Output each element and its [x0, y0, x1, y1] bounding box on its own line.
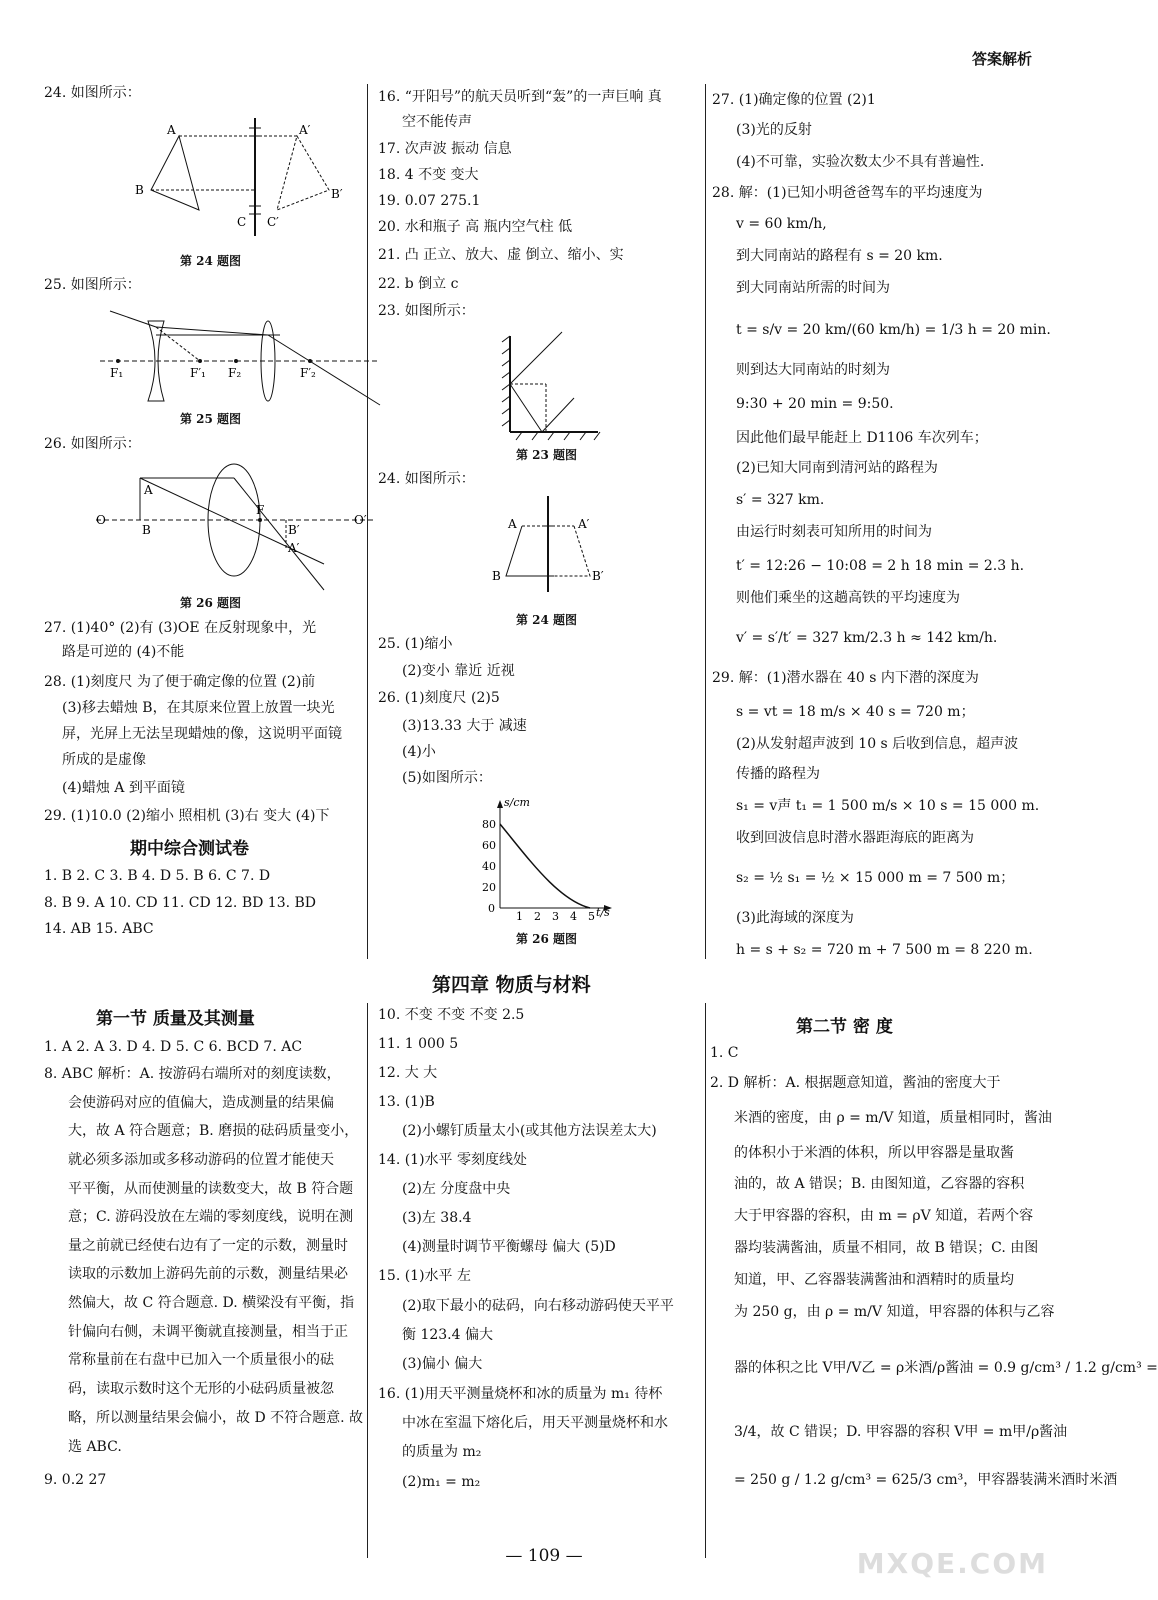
y-tick: 0 [488, 902, 495, 915]
label-O: O [96, 513, 106, 527]
sec2-line: 2. D 解析：A. 根据题意知道，酱油的密度大于 [710, 1075, 1001, 1091]
sec1-line: 量之前就已经使右边有了一定的示数，测量时 [68, 1238, 348, 1254]
q16-line: (2)m₁ = m₂ [402, 1474, 481, 1490]
sec1-line: 1. A 2. A 3. D 4. D 5. C 6. BCD 7. AC [44, 1039, 303, 1055]
label-A: A [144, 483, 153, 497]
q18-line: 18. 4 不变 变大 [378, 167, 479, 183]
q28-line: t′ = 12:26 − 10:08 = 2 h 18 min = 2.3 h. [736, 558, 1025, 574]
q24-line: 24. 如图所示： [378, 471, 475, 487]
q26-line: (4)小 [402, 744, 436, 760]
q28-line: 28. (1)刻度尺 为了便于确定像的位置 (2)前 [44, 674, 316, 690]
label-B: B [492, 569, 501, 583]
x-tick: 1 [516, 910, 523, 923]
sec1-line: 码，读取示数时这个无形的小砝码质量被忽 [68, 1381, 334, 1397]
question-26: 26. 如图所示： [44, 436, 141, 452]
sec1-line: 略，所以测量结果会偏小，故 D 不符合题意. 故 [68, 1410, 364, 1426]
midterm-title: 期中综合测试卷 [130, 839, 249, 859]
graph-ylabel: s/cm [504, 796, 530, 809]
label-B: B [142, 523, 151, 537]
label-A: A [167, 123, 176, 137]
caption-24b: 第 24 题图 [516, 613, 578, 627]
watermark-logo: MXQE.COM [856, 1547, 1048, 1580]
q16-line: 16. “开阳号”的航天员听到“轰”的一声巨响 真 [378, 89, 662, 105]
q22-line: 22. b 倒立 c [378, 276, 459, 292]
figure-23 [502, 328, 602, 440]
q26-line: (5)如图所示： [402, 770, 492, 786]
sec1-line: 平平衡，从而使测量的读数变大，故 B 符合题 [68, 1181, 354, 1197]
sec1-line: 读取的示数加上游码先前的示数，测量结果必 [68, 1266, 348, 1282]
q27-line: (3)光的反射 [736, 122, 812, 138]
sec2-line: 的体积小于米酒的体积，所以甲容器是量取酱 [734, 1145, 1014, 1161]
q12-line: 12. 大 大 [378, 1065, 438, 1081]
sec1-line: 8. ABC 解析：A. 按游码右端所对的刻度读数， [44, 1066, 341, 1082]
q13-line: (2)小螺钉质量太小(或其他方法误差太大) [402, 1123, 657, 1139]
label-B-prime: B′ [592, 569, 604, 583]
midterm-line: 14. AB 15. ABC [44, 921, 154, 937]
q16-line: 16. (1)用天平测量烧杯和冰的质量为 m₁ 待杯 [378, 1386, 663, 1402]
q29-line: s₂ = ½ s₁ = ½ × 15 000 m = 7 500 m； [736, 870, 1015, 886]
q10-line: 10. 不变 不变 不变 2.5 [378, 1007, 525, 1023]
q28-line: (3)移去蜡烛 B，在其原来位置上放置一块光 [62, 700, 335, 716]
page-number: — 109 — [505, 1546, 583, 1566]
section-1-title: 第一节 质量及其测量 [96, 1009, 255, 1029]
q17-line: 17. 次声波 振动 信息 [378, 141, 512, 157]
label-F2-prime: F′₂ [300, 366, 316, 380]
q27-line: 27. (1)确定像的位置 (2)1 [712, 92, 876, 108]
column-divider [367, 1003, 368, 1558]
q14-line: (4)测量时调节平衡螺母 偏大 (5)D [402, 1239, 616, 1255]
q27-line: 路是可逆的 (4)不能 [62, 644, 185, 660]
q15-line: 15. (1)水平 左 [378, 1268, 471, 1284]
q28-line: 则到达大同南站的时刻为 [736, 362, 890, 378]
label-B-prime: B′ [288, 523, 300, 537]
q29-line: s = vt = 18 m/s × 40 s = 720 m； [736, 704, 975, 720]
y-tick: 20 [482, 881, 496, 894]
sec2-line: 为 250 g，由 ρ = m/V 知道，甲容器的体积与乙容 [734, 1304, 1055, 1320]
sec2-line: 米酒的密度，由 ρ = m/V 知道，质量相同时，酱油 [734, 1110, 1052, 1126]
sec1-line: 然偏大，故 C 符合题意. D. 横梁没有平衡，指 [68, 1295, 355, 1311]
q14-line: (2)左 分度盘中央 [402, 1181, 511, 1197]
sec1-line: 大，故 A 符合题意；B. 磨损的砝码质量变小， [68, 1123, 359, 1139]
q28-line: 由运行时刻表可知所用的时间为 [736, 524, 932, 540]
midterm-line: 1. B 2. C 3. B 4. D 5. B 6. C 7. D [44, 868, 271, 884]
q28-line: 因此他们最早能赶上 D1106 车次列车； [736, 430, 988, 446]
label-A-prime: A′ [578, 517, 590, 531]
column-divider [705, 84, 706, 959]
q28-line: v = 60 km/h, [736, 216, 827, 232]
q28-line: 9:30 + 20 min = 9:50. [736, 396, 894, 412]
section-2-title: 第二节 密 度 [796, 1017, 893, 1037]
q15-line: (3)偏小 偏大 [402, 1356, 483, 1372]
midterm-line: 8. B 9. A 10. CD 11. CD 12. BD 13. BD [44, 895, 317, 911]
x-tick: 2 [534, 910, 541, 923]
q28-line: 则他们乘坐的这趟高铁的平均速度为 [736, 590, 960, 606]
q28-line: 到大同南站的路程有 s = 20 km. [736, 248, 943, 264]
y-tick: 40 [482, 860, 496, 873]
chapter-title: 第四章 物质与材料 [432, 974, 591, 996]
q21-line: 21. 凸 正立、放大、虚 倒立、缩小、实 [378, 247, 624, 263]
q29-line: 传播的路程为 [736, 766, 820, 782]
q28-line: (2)已知大同南到清河站的路程为 [736, 460, 938, 476]
q16-line: 空不能传声 [402, 114, 472, 130]
q25-line: (2)变小 靠近 近视 [402, 663, 515, 679]
q28-line: 屏，光屏上无法呈现蜡烛的像，这说明平面镜 [62, 726, 342, 742]
label-F1: F₁ [110, 366, 124, 380]
q27-line: 27. (1)40° (2)有 (3)OE 在反射现象中，光 [44, 620, 317, 636]
q28-line: t = s/v = 20 km/(60 km/h) = 1/3 h = 20 min. [736, 322, 1051, 338]
figure-24b [488, 496, 608, 596]
sec2-line: 1. C [710, 1045, 739, 1061]
label-B: B [135, 183, 144, 197]
graph-xlabel: t/s [596, 906, 610, 919]
label-O-prime: O′ [354, 513, 367, 527]
figure-26b-graph [468, 796, 618, 921]
q16-line: 的质量为 m₂ [402, 1444, 482, 1460]
header-right: 答案解析 [971, 50, 1032, 68]
q11-line: 11. 1 000 5 [378, 1036, 459, 1052]
label-F2: F₂ [228, 366, 242, 380]
sec2-line: 器均装满酱油，质量不相同，故 B 错误；C. 由图 [734, 1240, 1039, 1256]
q25-line: 25. (1)缩小 [378, 636, 453, 652]
x-tick: 5 [588, 910, 595, 923]
sec2-line: 油的，故 A 错误；B. 由图知道，乙容器的容积 [734, 1176, 1025, 1192]
sec2-line: 大于甲容器的容积，由 m = ρV 知道，若两个容 [734, 1208, 1034, 1224]
caption-25: 第 25 题图 [180, 412, 242, 426]
sec1-line: 会使游码对应的值偏大，造成测量的结果偏 [68, 1095, 334, 1111]
q29-line: s₁ = v声 t₁ = 1 500 m/s × 10 s = 15 000 m. [736, 798, 1040, 814]
label-A-prime: A′ [288, 541, 300, 555]
q13-line: 13. (1)B [378, 1094, 435, 1110]
sec1-line: 就必须多添加或多移动游码的位置才能使天 [68, 1152, 334, 1168]
sec2-line: 器的体积之比 V甲/V乙 = ρ米酒/ρ酱油 = 0.9 g/cm³ / 1.2 g/cm³ = [734, 1360, 1158, 1376]
caption-24a: 第 24 题图 [180, 254, 242, 268]
figure-24a [129, 118, 349, 238]
sec2-line: = 250 g / 1.2 g/cm³ = 625/3 cm³，甲容器装满米酒时米酒 [734, 1472, 1118, 1488]
sec2-line: 3/4，故 C 错误；D. 甲容器的容积 V甲 = m甲/ρ酱油 [734, 1424, 1068, 1440]
q20-line: 20. 水和瓶子 高 瓶内空气柱 低 [378, 219, 573, 235]
y-tick: 80 [482, 818, 496, 831]
q26-line: (3)13.33 大于 减速 [402, 718, 527, 734]
q28-line: v′ = s′/t′ = 327 km/2.3 h ≈ 142 km/h. [736, 630, 998, 646]
question-25: 25. 如图所示： [44, 277, 141, 293]
q29-line: (2)从发射超声波到 10 s 后收到信息，超声波 [736, 736, 1019, 752]
caption-26a: 第 26 题图 [180, 596, 242, 610]
q29-line: 29. (1)10.0 (2)缩小 照相机 (3)右 变大 (4)下 [44, 808, 330, 824]
q26-line: 26. (1)刻度尺 (2)5 [378, 690, 500, 706]
sec1-line: 常称量前在右盘中已加入一个质量很小的砝 [68, 1352, 334, 1368]
q28-line: 到大同南站所需的时间为 [736, 280, 890, 296]
label-A: A [508, 517, 517, 531]
q29-line: (3)此海域的深度为 [736, 910, 854, 926]
label-C-prime: C′ [267, 215, 279, 229]
q28-line: (4)蜡烛 A 到平面镜 [62, 780, 185, 796]
label-A-prime: A′ [299, 123, 311, 137]
figure-26a [96, 464, 386, 589]
q15-line: 衡 123.4 偏大 [402, 1327, 493, 1343]
sec2-line: 知道，甲、乙容器装满酱油和酒精时的质量均 [734, 1272, 1014, 1288]
label-F: F [256, 503, 265, 517]
q23-line: 23. 如图所示： [378, 303, 475, 319]
sec1-line: 意；C. 游码没放在左端的零刻度线，说明在测 [68, 1209, 354, 1225]
sec1-line: 针偏向右侧，未调平衡就直接测量，相当于正 [68, 1324, 348, 1340]
q14-line: (3)左 38.4 [402, 1210, 472, 1226]
q29-line: h = s + s₂ = 720 m + 7 500 m = 8 220 m. [736, 942, 1033, 958]
caption-26b: 第 26 题图 [516, 932, 578, 946]
caption-23: 第 23 题图 [516, 448, 578, 462]
q27-line: (4)不可靠，实验次数太少不具有普遍性. [736, 154, 985, 170]
x-tick: 4 [570, 910, 577, 923]
label-F1-prime: F′₁ [190, 366, 206, 380]
x-tick: 3 [552, 910, 559, 923]
q28-line: s′ = 327 km. [736, 492, 825, 508]
sec1-line: 9. 0.2 27 [44, 1472, 107, 1488]
q28-line: 所成的是虚像 [62, 752, 146, 768]
q29-line: 29. 解：(1)潜水器在 40 s 内下潜的深度为 [712, 670, 979, 686]
question-24: 24. 如图所示： [44, 85, 141, 101]
q16-line: 中冰在室温下熔化后，用天平测量烧杯和水 [402, 1415, 668, 1431]
q29-line: 收到回波信息时潜水器距海底的距离为 [736, 830, 974, 846]
label-B-prime: B′ [331, 187, 343, 201]
q28-line: 28. 解：(1)已知小明爸爸驾车的平均速度为 [712, 185, 983, 201]
q19-line: 19. 0.07 275.1 [378, 193, 481, 209]
label-C: C [237, 215, 247, 229]
column-divider [705, 1003, 706, 1558]
figure-25 [100, 305, 380, 395]
q14-line: 14. (1)水平 零刻度线处 [378, 1152, 527, 1168]
y-tick: 60 [482, 839, 496, 852]
sec1-line: 选 ABC. [68, 1439, 122, 1455]
q15-line: (2)取下最小的砝码，向右移动游码使天平平 [402, 1298, 674, 1314]
